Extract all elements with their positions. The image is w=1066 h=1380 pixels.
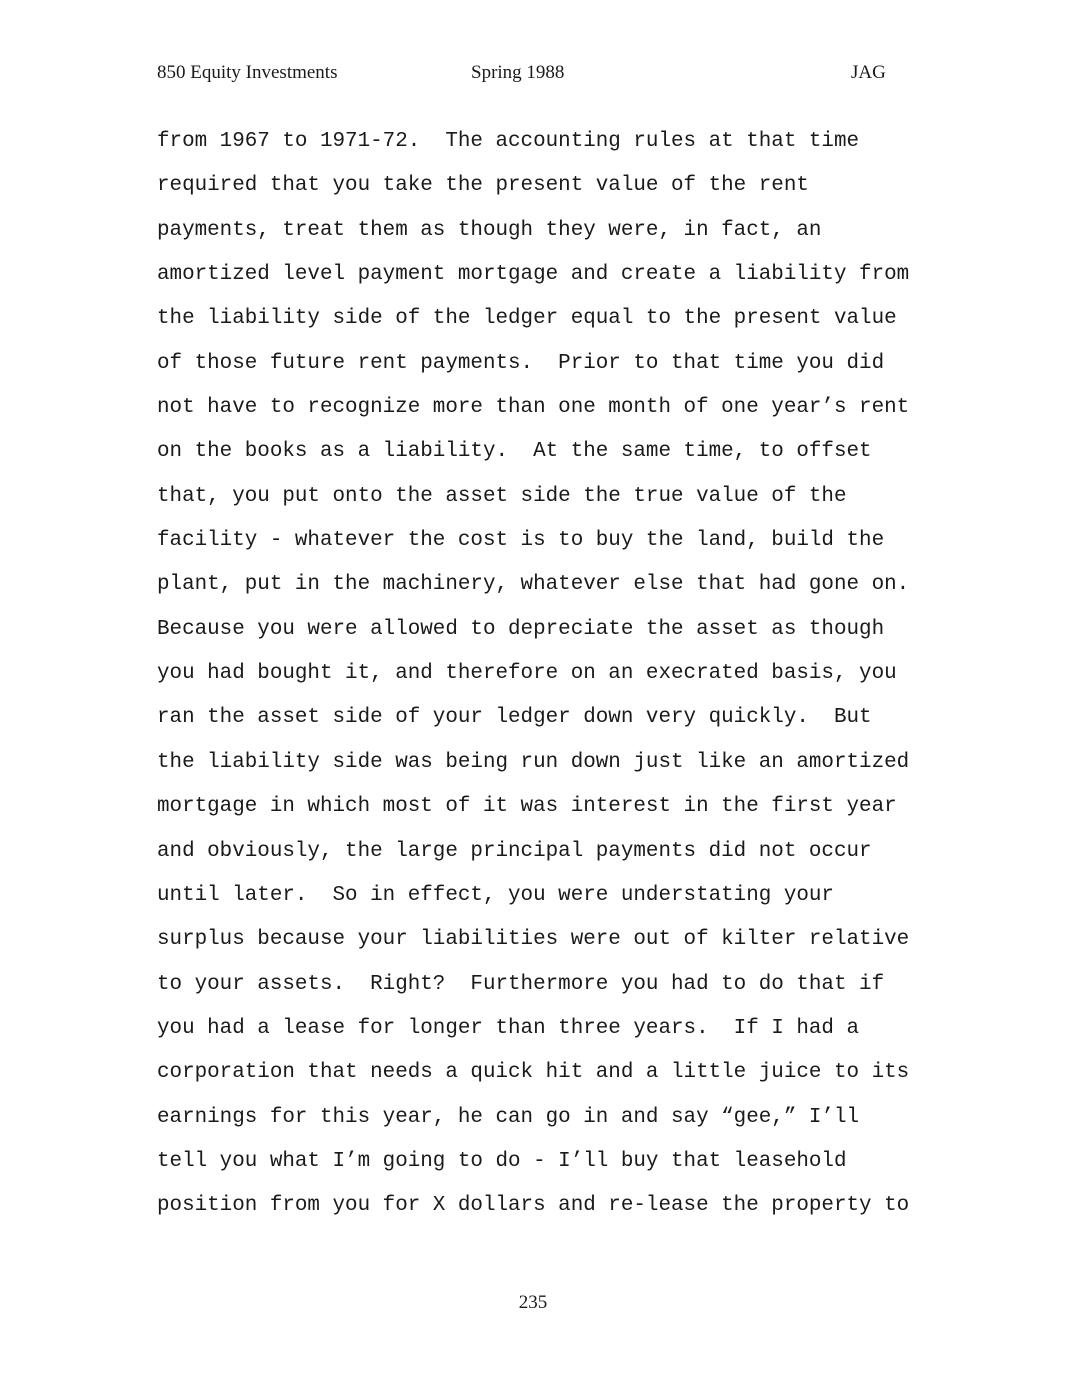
page-number: 235 [518, 1292, 548, 1313]
text-line: and obviously, the large principal payments did not occur [157, 839, 872, 863]
text-line: tell you what I’m going to do - I’ll buy that leasehold [157, 1149, 847, 1173]
text-line: ran the asset side of your ledger down very quickly. But [157, 706, 872, 730]
text-line: facility - whatever the cost is to buy the land, build the [157, 529, 885, 553]
text-line: Because you were allowed to depreciate the asset as though [157, 617, 885, 641]
text-line: the liability side was being run down just like an amortized [157, 750, 910, 774]
text-line: mortgage in which most of it was interest in the first year [157, 795, 897, 819]
text-line: position from you for X dollars and re-lease the property to [157, 1194, 910, 1218]
text-line: that, you put onto the asset side the true value of the [157, 484, 847, 508]
text-line: the liability side of the ledger equal to the present value [157, 307, 897, 331]
text-line: payments, treat them as though they were, in fact, an [157, 218, 822, 242]
text-line: surplus because your liabilities were out of kilter relative [157, 928, 910, 952]
header-author-initials: JAG [851, 62, 886, 83]
text-line: you had bought it, and therefore on an execrated basis, you [157, 662, 897, 686]
text-line: amortized level payment mortgage and create a liability from [157, 263, 910, 287]
page-header [0, 62, 1066, 90]
header-term: Spring 1988 [471, 62, 565, 83]
text-line: corporation that needs a quick hit and a little juice to its [157, 1061, 910, 1085]
text-line: plant, put in the machinery, whatever else that had gone on. [157, 573, 910, 597]
text-line: of those future rent payments. Prior to that time you did [157, 351, 885, 375]
transcript-body [157, 120, 937, 1229]
text-line: you had a lease for longer than three years. If I had a [157, 1016, 860, 1040]
text-line: not have to recognize more than one month of one year’s rent [157, 396, 910, 420]
text-line: required that you take the present value of the rent [157, 174, 809, 198]
text-line: earnings for this year, he can go in and say “gee,” I’ll [157, 1105, 860, 1129]
text-line: until later. So in effect, you were understating your [157, 883, 834, 907]
header-course-title: 850 Equity Investments [157, 62, 338, 83]
text-line: from 1967 to 1971-72. The accounting rules at that time [157, 130, 860, 153]
text-line: to your assets. Right? Furthermore you had to do that if [157, 972, 885, 996]
text-line: on the books as a liability. At the same time, to offset [157, 440, 872, 464]
